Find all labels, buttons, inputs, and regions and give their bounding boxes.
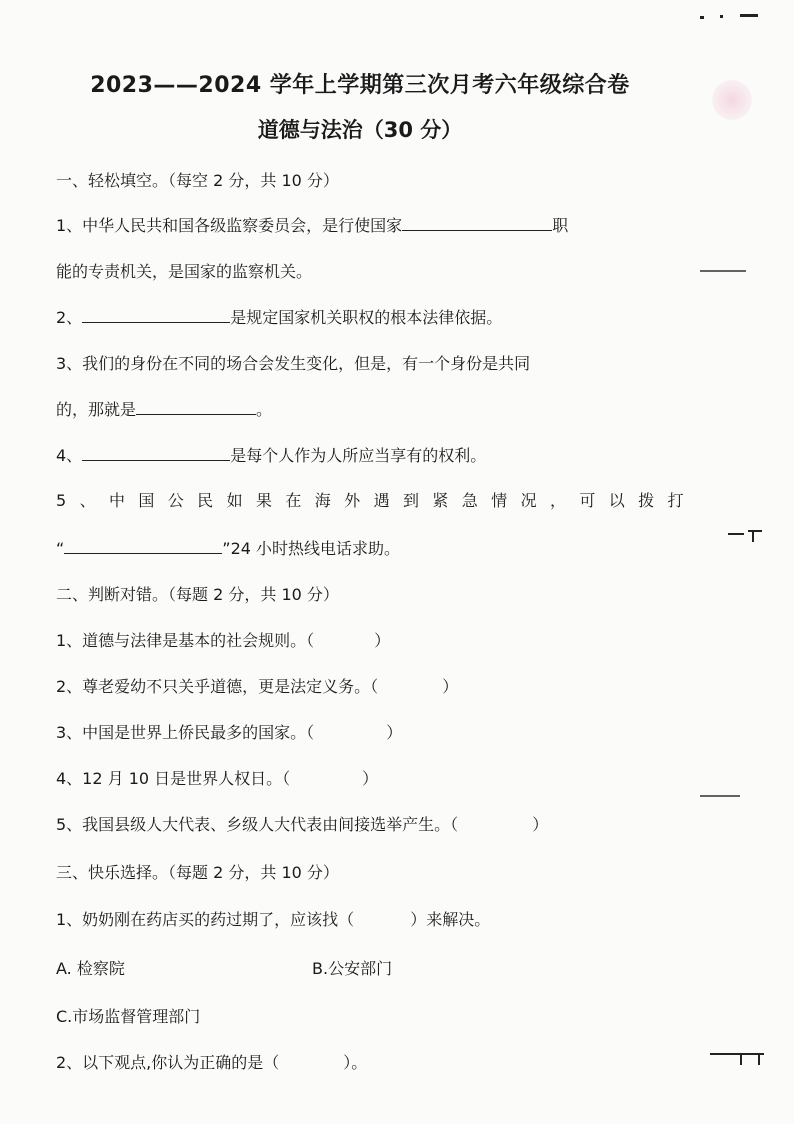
scan-mark bbox=[748, 530, 762, 532]
scan-mark bbox=[752, 530, 754, 542]
exam-title: 2023——2024 学年上学期第三次月考六年级综合卷 bbox=[90, 73, 630, 98]
question-text: 1、奶奶刚在药店买的药过期了，应该找（ bbox=[56, 910, 355, 929]
section3-heading: 三、快乐选择。（每题 2 分，共 10 分） bbox=[56, 863, 339, 882]
section2-item bbox=[56, 812, 548, 835]
scan-mark bbox=[700, 795, 740, 797]
section1-heading: 一、轻松填空。（每空 2 分，共 10 分） bbox=[56, 171, 339, 190]
question-text: 2、以下观点,你认为正确的是（ bbox=[56, 1053, 280, 1072]
question-text: 1、道德与法律是基本的社会规则。（ bbox=[56, 631, 315, 650]
answer-blank[interactable] bbox=[82, 444, 230, 461]
scan-mark bbox=[710, 1053, 764, 1055]
close-paren: ） bbox=[386, 723, 403, 742]
answer-blank[interactable] bbox=[402, 214, 552, 231]
scan-mark bbox=[758, 1053, 760, 1065]
section1-question4 bbox=[56, 443, 486, 466]
question-text: 是每个人作为人所应当享有的权利。 bbox=[230, 446, 487, 465]
question-text: 3、中国是世界上侨民最多的国家。（ bbox=[56, 723, 315, 742]
answer-blank[interactable] bbox=[136, 398, 256, 415]
section2-item bbox=[56, 766, 378, 789]
scan-mark bbox=[720, 15, 723, 18]
scan-mark bbox=[700, 16, 704, 19]
section2-heading: 二、判断对错。（每题 2 分，共 10 分） bbox=[56, 585, 339, 604]
section1-question2 bbox=[56, 305, 502, 328]
question-text: 职 bbox=[552, 216, 569, 235]
section3-q1-option-a[interactable]: A. 检察院 bbox=[56, 959, 125, 978]
answer-blank[interactable] bbox=[82, 306, 230, 323]
question-text: ”24 小时热线电话求助。 bbox=[222, 539, 401, 558]
question-text: ）。 bbox=[343, 1053, 368, 1072]
scan-mark bbox=[728, 533, 744, 535]
section2-item bbox=[56, 720, 402, 743]
section3-question2 bbox=[56, 1050, 367, 1073]
close-paren: ） bbox=[442, 677, 459, 696]
answer-blank[interactable] bbox=[64, 537, 222, 554]
section1-question1-line2: 能的专责机关，是国家的监察机关。 bbox=[56, 262, 313, 281]
question-number: 2、 bbox=[56, 308, 83, 327]
section1-question3-line2 bbox=[56, 397, 272, 420]
section1-question3-line1: 3、我们的身份在不同的场合会发生变化，但是，有一个身份是共同 bbox=[56, 354, 531, 373]
section1-question5-line1: 5、中国公民如果在海外遇到紧急情况，可以拨打 bbox=[56, 491, 697, 510]
question-number: 4、 bbox=[56, 446, 83, 465]
scan-mark bbox=[740, 14, 758, 17]
scan-mark bbox=[740, 1053, 742, 1065]
section3-q1-option-c[interactable]: C.市场监督管理部门 bbox=[56, 1007, 201, 1026]
scan-mark bbox=[700, 270, 746, 272]
question-text: 。 bbox=[256, 400, 273, 419]
section2-item bbox=[56, 628, 390, 651]
exam-subtitle: 道德与法治（30 分） bbox=[257, 118, 463, 142]
question-text: “ bbox=[56, 539, 65, 558]
close-paren: ） bbox=[362, 769, 379, 788]
section3-question1 bbox=[56, 907, 490, 930]
section3-q1-option-b[interactable]: B.公安部门 bbox=[312, 959, 393, 978]
section2-item bbox=[56, 674, 458, 697]
question-text: 4、12 月 10 日是世界人权日。（ bbox=[56, 769, 291, 788]
section1-question1-line1 bbox=[56, 213, 568, 236]
question-text: 1、中华人民共和国各级监察委员会，是行使国家 bbox=[56, 216, 403, 235]
question-text: 是规定国家机关职权的根本法律依据。 bbox=[230, 308, 503, 327]
question-text: 2、尊老爱幼不只关乎道德，更是法定义务。（ bbox=[56, 677, 379, 696]
question-text: 的，那就是 bbox=[56, 400, 137, 419]
question-text: 5、我国县级人大代表、乡级人大代表由间接选举产生。（ bbox=[56, 815, 459, 834]
question-text: ）来解决。 bbox=[410, 910, 491, 929]
section1-question5-line2 bbox=[56, 536, 400, 559]
close-paren: ） bbox=[374, 631, 391, 650]
close-paren: ） bbox=[532, 815, 549, 834]
